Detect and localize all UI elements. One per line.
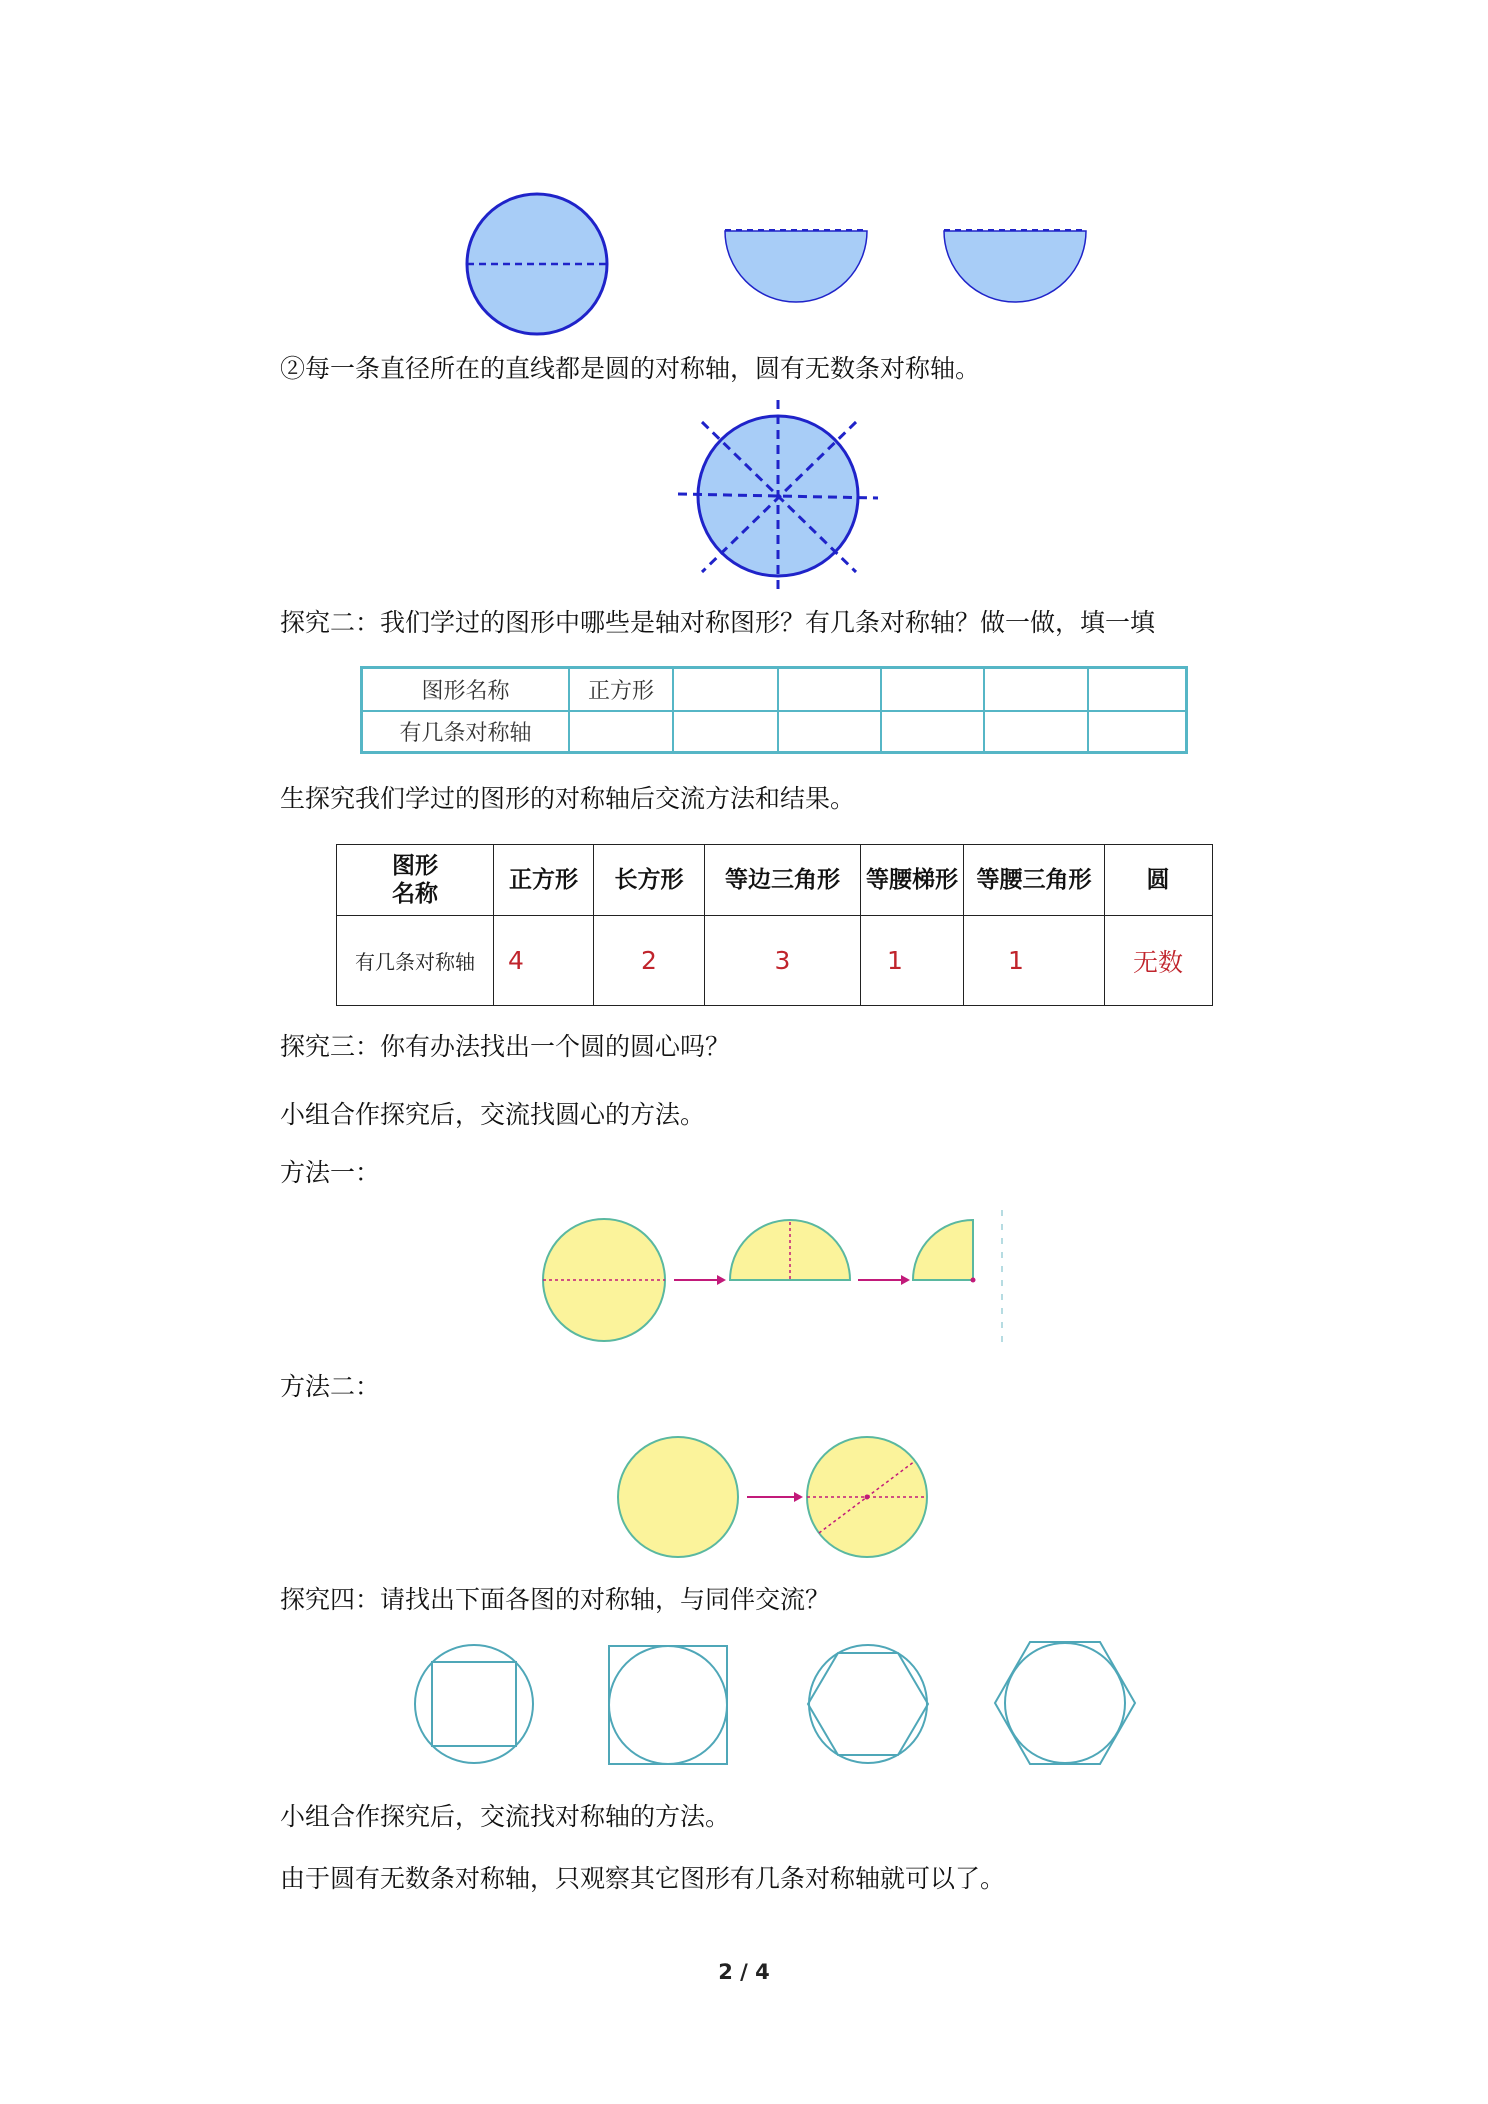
blank-table-cell	[570, 711, 674, 752]
blank-table-cell	[674, 711, 779, 752]
circle-in-square	[609, 1646, 727, 1764]
folded-circle-figure	[460, 180, 1100, 340]
blank-table-cell	[779, 669, 882, 710]
blank-table-cell	[985, 669, 1089, 710]
blank-table-label-axis-count: 有几条对称轴	[363, 711, 570, 752]
half-circle-1	[725, 231, 867, 302]
method-one-figure	[540, 1210, 1020, 1360]
blank-table-label-shape-name: 图形名称	[363, 669, 570, 710]
result-header-circle: 圆	[1146, 867, 1170, 893]
paragraph-explore-three: 探究三：你有办法找出一个圆的圆心吗？	[280, 1032, 731, 1061]
square-in-circle	[432, 1662, 516, 1746]
blank-table-cell	[1089, 711, 1185, 752]
blank-table-cell-square: 正方形	[570, 669, 674, 710]
paragraph-method-two: 方法二：	[280, 1372, 381, 1401]
arrow-3-head	[794, 1492, 803, 1502]
paragraph-group-axes: 小组合作探究后，交流找对称轴的方法。	[280, 1802, 731, 1831]
arrow-1-head	[717, 1275, 726, 1285]
center-point-2	[865, 1495, 870, 1500]
blank-symmetry-table	[360, 666, 1188, 754]
result-header-square: 正方形	[494, 845, 594, 915]
paragraph-student-explore: 生探究我们学过的图形的对称轴后交流方法和结果。	[280, 784, 856, 813]
paragraph-group-center: 小组合作探究后，交流找圆心的方法。	[280, 1100, 706, 1129]
yellow-circle-plain	[618, 1437, 738, 1557]
result-table-header-label	[337, 845, 494, 915]
blank-table-cell	[882, 711, 985, 752]
result-header-rectangle: 长方形	[594, 845, 705, 915]
arrow-2-head	[901, 1275, 910, 1285]
paragraph-explore-two: 探究二：我们学过的图形中哪些是轴对称图形？有几条对称轴？做一做，填一填	[280, 608, 1156, 637]
yellow-quarter-circle	[913, 1220, 973, 1280]
paragraph-symmetry-axes: ②每一条直径所在的直线都是圆的对称轴，圆有无数条对称轴。	[280, 354, 981, 383]
result-count-rectangle: 2	[594, 916, 705, 1005]
result-table-count-row	[337, 916, 1212, 1005]
paragraph-conclusion: 由于圆有无数条对称轴，只观察其它图形有几条对称轴就可以了。	[280, 1864, 1006, 1893]
result-header-isosceles-triangle: 等腰三角形	[964, 845, 1105, 915]
result-table-row-label: 有几条对称轴	[337, 916, 494, 1005]
result-count-square: 4	[494, 916, 594, 1005]
half-circle-2	[944, 231, 1086, 302]
explore-four-figures	[410, 1640, 1150, 1770]
result-table-header-row	[337, 845, 1212, 916]
blank-table-cell	[779, 711, 882, 752]
hexagon-around-circle	[995, 1642, 1135, 1764]
hexagon-in-circle	[808, 1653, 928, 1755]
blank-table-row-names	[363, 669, 1185, 712]
page-number: 2 / 4	[718, 1960, 770, 1984]
blank-table-cell	[1089, 669, 1185, 710]
result-symmetry-table	[336, 844, 1213, 1006]
circle-in-hexagon	[1005, 1643, 1125, 1763]
full-circle	[467, 194, 607, 334]
paragraph-explore-four: 探究四：请找出下面各图的对称轴，与同伴交流？	[280, 1585, 831, 1614]
circle-around-hexagon	[809, 1645, 927, 1763]
paragraph-method-one: 方法一：	[280, 1158, 381, 1187]
blank-table-cell	[674, 669, 779, 710]
result-header-isosceles-trapezoid: 等腰梯形	[861, 845, 964, 915]
header-label-line2: 名称	[392, 881, 438, 907]
method-two-figure	[615, 1435, 935, 1565]
result-header-equilateral-triangle: 等边三角形	[705, 845, 861, 915]
result-count-isosceles-triangle: 1	[964, 916, 1105, 1005]
result-count-circle: 无数	[1132, 947, 1183, 977]
center-point	[971, 1278, 976, 1283]
blank-table-cell	[985, 711, 1089, 752]
result-count-isosceles-trapezoid: 1	[861, 916, 964, 1005]
result-count-equilateral-triangle: 3	[705, 916, 861, 1005]
blank-table-row-counts	[363, 711, 1185, 752]
header-label-line1: 图形	[392, 853, 438, 879]
circle-axes-figure	[670, 400, 890, 600]
blank-table-cell	[882, 669, 985, 710]
